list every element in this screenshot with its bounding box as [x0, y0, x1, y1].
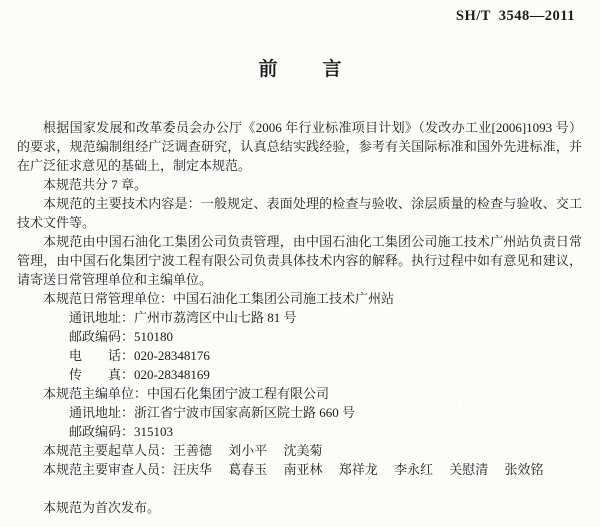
- postcode-value: 315103: [134, 424, 174, 439]
- phone-value: 020-28348176: [134, 348, 210, 363]
- fax-label: 传 真：: [69, 367, 135, 382]
- postcode-value: 510180: [134, 329, 174, 344]
- foreword-paragraph-basis: 根据国家发展和改革委员会办公厅《2006 年行业标准项目计划》（发改办工业[2006]1093 号）的要求，规范编制组经广泛调查研究，认真总结实践经验，参考有关国际标准和国外先进标准，并在广泛征求意见的基础上，制定本规范。: [17, 120, 582, 173]
- management-fax-line: [17, 365, 582, 384]
- management-unit-label: 本规范日常管理单位：: [43, 291, 174, 306]
- first-publication-note: 本规范为首次发布。: [43, 500, 161, 515]
- drafters-line: [17, 441, 582, 460]
- chief-edit-unit-line: [17, 384, 582, 403]
- fax-value: 020-28348169: [134, 367, 210, 382]
- postcode-label: 邮政编码：: [69, 329, 135, 344]
- address-value: 浙江省宁波市国家高新区院士路 660 号: [134, 405, 356, 420]
- foreword-paragraph-chapters: 本规范共分 7 章。: [43, 177, 148, 192]
- management-postcode-line: [17, 327, 582, 346]
- foreword-paragraph-contents: 本规范的主要技术内容是：一般规定、表面处理的检查与验收、涂层质量的检查与验收、交工技术文件等。: [17, 196, 582, 230]
- chief-edit-unit-name: 中国石化集团宁波工程有限公司: [147, 386, 330, 401]
- reviewers-line: [17, 460, 582, 479]
- page-title-text: 前言: [258, 59, 387, 80]
- chief-edit-unit-label: 本规范主编单位：: [43, 386, 148, 401]
- phone-label: 电 话：: [69, 348, 135, 363]
- address-label: 通讯地址：: [69, 310, 135, 325]
- foreword-paragraph-management: 本规范由中国石油化工集团公司负责管理，由中国石油化工集团公司施工技术广州站负责日常管理，由中国石化集团宁波工程有限公司负责具体技术内容的解释。执行过程中如有意见和建议，请寄送日常管理单位和主编单位。: [17, 234, 582, 287]
- management-unit-name: 中国石油化工集团公司施工技术广州站: [173, 291, 395, 306]
- management-address-line: [17, 308, 582, 327]
- reviewers-names: 汪庆华 葛春玉 南亚林 郑祥龙 李永红 关慰清 张效铭: [173, 462, 544, 477]
- drafters-label: 本规范主要起草人员：: [43, 443, 174, 458]
- drafters-names: 王善德 刘小平 沈美菊: [173, 443, 323, 458]
- address-label: 通讯地址：: [69, 405, 135, 420]
- foreword-body: [17, 118, 582, 517]
- postcode-label: 邮政编码：: [69, 424, 135, 439]
- address-value: 广州市荔湾区中山七路 81 号: [134, 310, 297, 325]
- management-unit-line: [17, 289, 582, 308]
- reviewers-label: 本规范主要审查人员：: [43, 462, 174, 477]
- chief-edit-postcode-line: [17, 422, 582, 441]
- doc-standard-number: SH/T 3548—2011: [455, 8, 575, 24]
- chief-edit-address-line: [17, 403, 582, 422]
- management-phone-line: [17, 346, 582, 365]
- page-title: [0, 56, 600, 84]
